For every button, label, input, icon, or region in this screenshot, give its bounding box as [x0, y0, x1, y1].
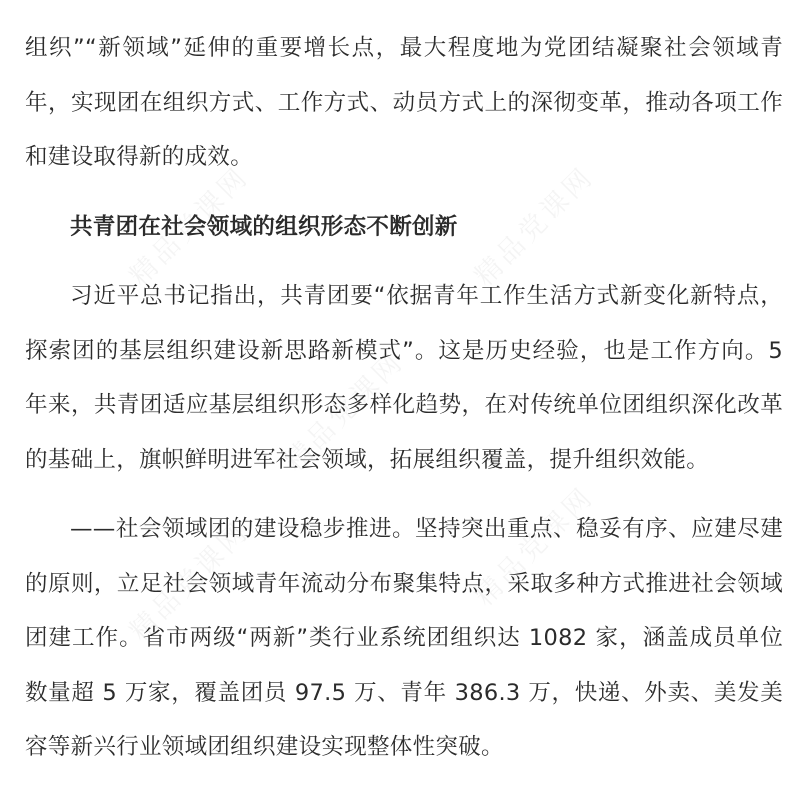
paragraph-gap [25, 487, 783, 502]
section-heading: 共青团在社会领域的组织形态不断创新 [70, 213, 458, 240]
paragraph-gap [25, 254, 783, 269]
paragraph-xi-quote: 习近平总书记指出，共青团要“依据青年工作生活方式新变化新特点，探索团的基层组织建设新思路新模式”。这是历史经验，也是工作方向。5 年来，共青团适应基层组织形态多样化趋势，在对传统单位团组织深化改革的基础上，旗帜鲜明进军社会领域，拓展组织覆盖，提升组织效能。 [25, 283, 783, 473]
paragraph-intro-continuation: 组织”“新领域”延伸的重要增长点，最大程度地为党团结凝聚社会领域青年，实现团在组织方式、工作方式、动员方式上的深彻变革，推动各项工作和建设取得新的成效。 [25, 35, 783, 170]
paragraph-social-sector: ——社会领域团的建设稳步推进。坚持突出重点、稳妥有序、应建尽建的原则，立足社会领域青年流动分布聚集特点，采取多种方式推进社会领域团建工作。省市两级“两新”类行业系统团组织达 1082 家，涵盖成员单位数量超 5 万家，覆盖团员 97.5 万、青年 386.3 万，快递、外卖、美发美容等新兴行业领域团组织建设实现整体性突破。 [25, 516, 783, 760]
article-body [25, 21, 783, 775]
paragraph-gap [25, 185, 783, 200]
